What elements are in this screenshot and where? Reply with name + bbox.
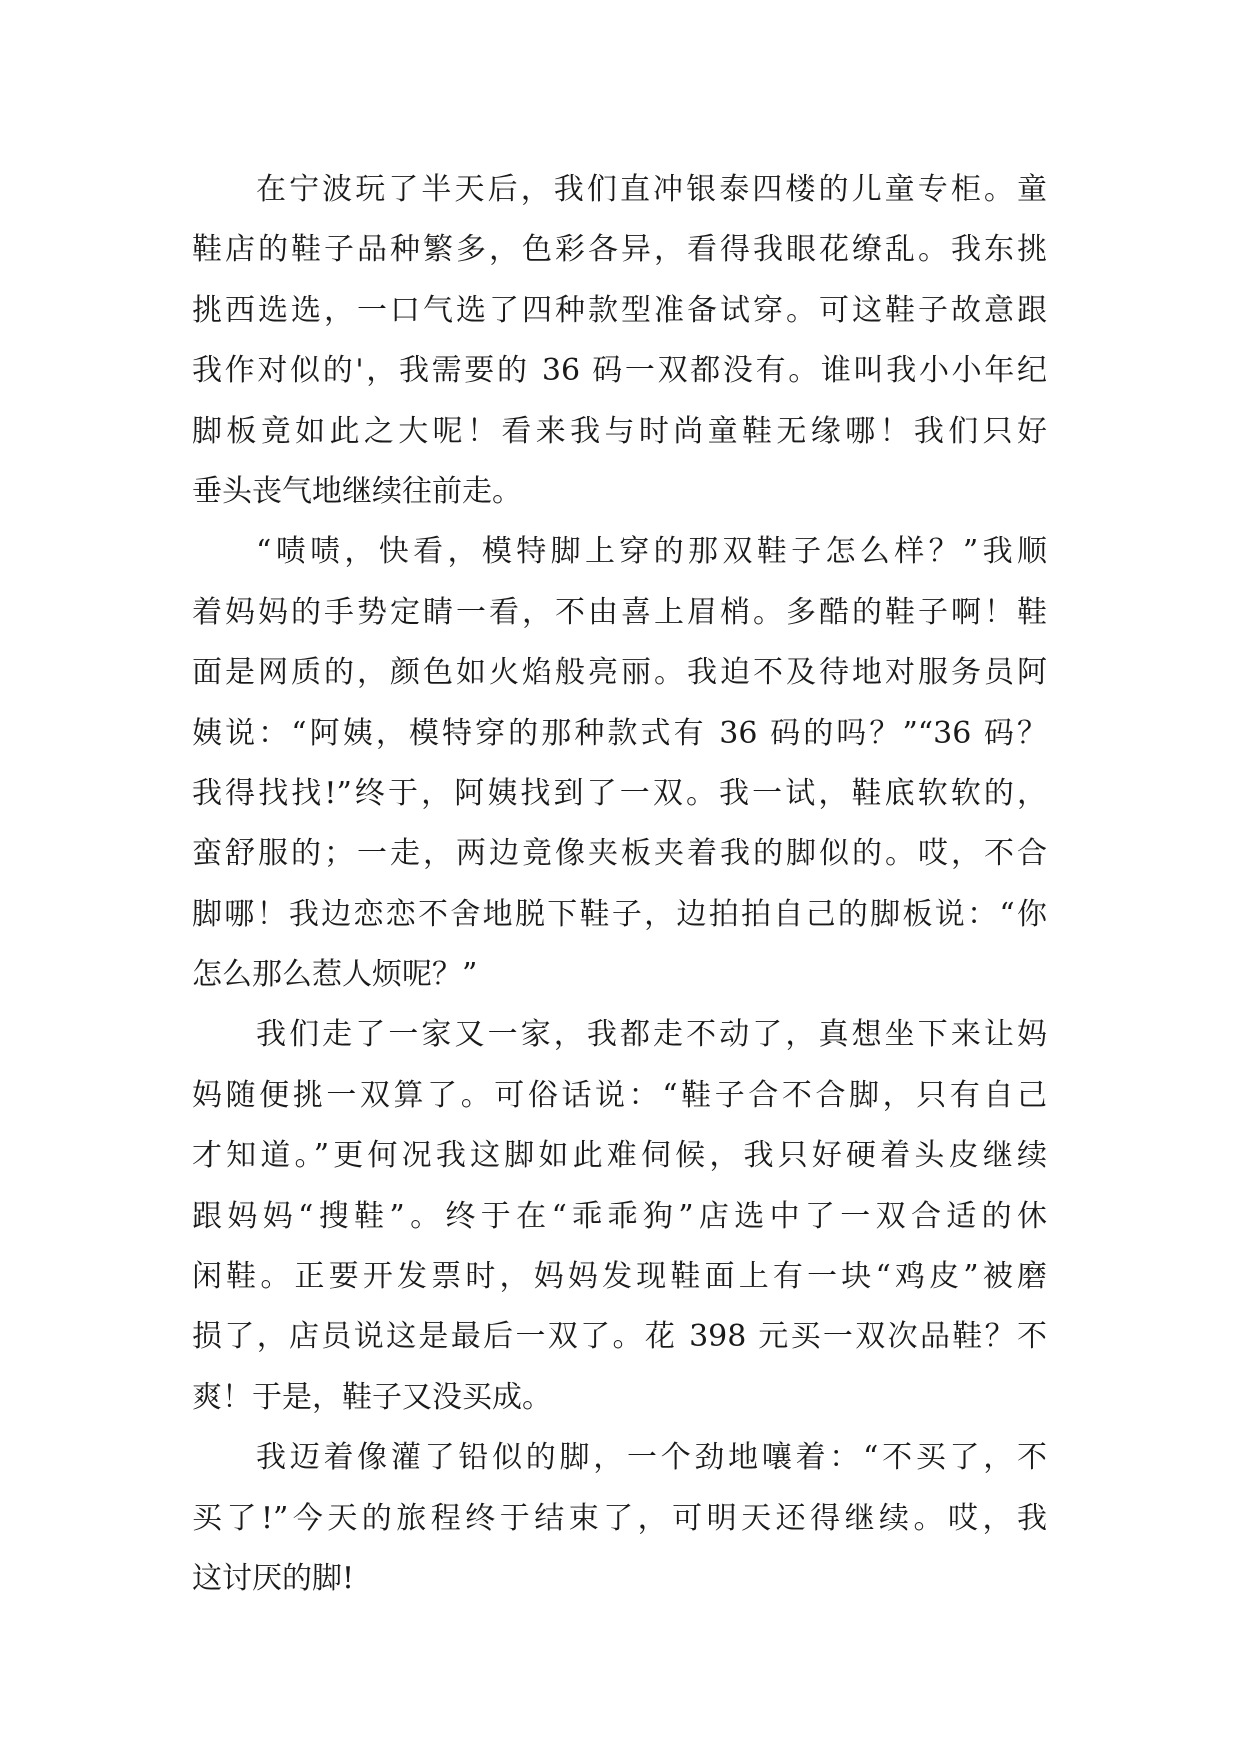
text-line: “啧啧，快看，模特脚上穿的那双鞋子怎么样？”我顺	[256, 534, 1047, 570]
text-line: 挑西选选，一口气选了四种款型准备试穿。可这鞋子故意跟	[192, 292, 1047, 328]
text-line: 我作对似的'，我需要的 36 码一双都没有。谁叫我小小年纪	[192, 353, 1047, 389]
text-line: 垂头丧气地继续往前走。	[192, 473, 522, 509]
article-body	[192, 160, 1047, 1609]
text-line: 妈随便挑一双算了。可俗话说：“鞋子合不合脚，只有自己	[192, 1077, 1047, 1113]
text-line: 闲鞋。正要开发票时，妈妈发现鞋面上有一块“鸡皮”被磨	[192, 1259, 1047, 1295]
text-line: 脚板竟如此之大呢！看来我与时尚童鞋无缘哪！我们只好	[192, 413, 1047, 449]
paragraph-1	[192, 160, 1047, 522]
text-line: 姨说：“阿姨，模特穿的那种款式有 36 码的吗？”“36 码？	[192, 715, 1047, 751]
text-line: 鞋店的鞋子品种繁多，色彩各异，看得我眼花缭乱。我东挑	[192, 232, 1047, 268]
text-line: 我们走了一家又一家，我都走不动了，真想坐下来让妈	[256, 1017, 1047, 1053]
text-line: 损了，店员说这是最后一双了。花 398 元买一双次品鞋？不	[192, 1319, 1047, 1355]
text-line: 着妈妈的手势定睛一看，不由喜上眉梢。多酷的鞋子啊！鞋	[192, 594, 1047, 630]
paragraph-4	[192, 1428, 1047, 1609]
text-line: 我得找找!”终于，阿姨找到了一双。我一试，鞋底软软的，	[192, 775, 1047, 811]
text-line: 买了!”今天的旅程终于结束了，可明天还得继续。哎，我	[192, 1500, 1047, 1536]
text-line: 才知道。”更何况我这脚如此难伺候，我只好硬着头皮继续	[192, 1138, 1047, 1174]
paragraph-2	[192, 522, 1047, 1005]
text-line: 爽！于是，鞋子又没买成。	[192, 1379, 552, 1415]
text-line: 脚哪！我边恋恋不舍地脱下鞋子，边拍拍自己的脚板说：“你	[192, 896, 1047, 932]
text-line: 跟妈妈“搜鞋”。终于在“乖乖狗”店选中了一双合适的休	[192, 1198, 1047, 1234]
text-line: 面是网质的，颜色如火焰般亮丽。我迫不及待地对服务员阿	[192, 655, 1047, 691]
text-line: 在宁波玩了半天后，我们直冲银泰四楼的儿童专柜。童	[256, 172, 1047, 207]
text-line: 这讨厌的脚!	[192, 1560, 355, 1596]
paragraph-3	[192, 1005, 1047, 1428]
text-line: 蛮舒服的；一走，两边竟像夹板夹着我的脚似的。哎，不合	[192, 836, 1047, 872]
text-line: 怎么那么惹人烦呢？”	[192, 957, 478, 993]
text-line: 我迈着像灌了铅似的脚，一个劲地嚷着：“不买了，不	[256, 1440, 1047, 1476]
